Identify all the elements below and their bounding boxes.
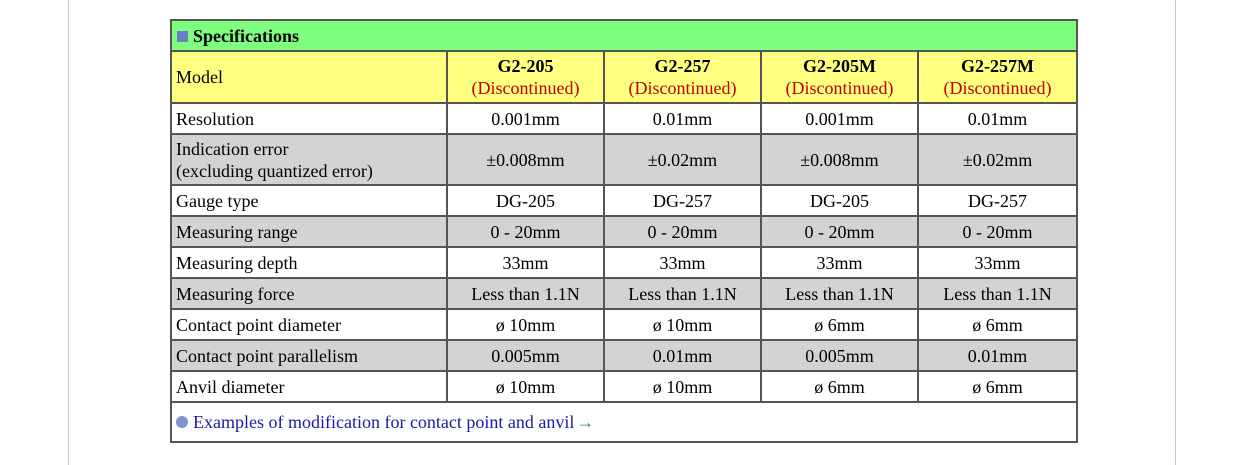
model-cell [761, 51, 918, 103]
model-status: (Discontinued) [628, 78, 737, 98]
spec-row-contact-point-parallelism [171, 340, 1077, 371]
footer-cell [171, 402, 1077, 442]
spec-value: 0.01mm [604, 103, 761, 134]
footer-row [171, 402, 1077, 442]
spec-value: DG-257 [918, 185, 1077, 216]
spec-row-contact-point-diameter [171, 309, 1077, 340]
spec-value: 0 - 20mm [761, 216, 918, 247]
spec-value: Less than 1.1N [761, 278, 918, 309]
spec-label: Contact point diameter [171, 309, 447, 340]
spec-row-resolution [171, 103, 1077, 134]
circle-bullet-icon [176, 416, 188, 428]
spec-value: DG-205 [447, 185, 604, 216]
model-cell [604, 51, 761, 103]
spec-label-line: Indication error [176, 138, 289, 159]
spec-value: 0 - 20mm [604, 216, 761, 247]
specifications-table [170, 19, 1078, 443]
spec-label: Measuring force [171, 278, 447, 309]
spec-label: Gauge type [171, 185, 447, 216]
model-cell [918, 51, 1077, 103]
spec-value: 0.005mm [447, 340, 604, 371]
spec-value: ø 10mm [447, 371, 604, 402]
spec-row-indication-error [171, 134, 1077, 185]
model-name: G2-257 [654, 56, 711, 76]
spec-value: ø 6mm [918, 309, 1077, 340]
spec-label: Measuring depth [171, 247, 447, 278]
spec-value: 33mm [761, 247, 918, 278]
spec-row-measuring-range [171, 216, 1077, 247]
spec-value: ±0.008mm [761, 134, 918, 185]
spec-value: DG-205 [761, 185, 918, 216]
spec-value: ø 10mm [604, 371, 761, 402]
spec-value: Less than 1.1N [604, 278, 761, 309]
spec-value: 33mm [918, 247, 1077, 278]
model-name: G2-205 [497, 56, 554, 76]
model-cell [447, 51, 604, 103]
spec-value: DG-257 [604, 185, 761, 216]
model-name: G2-205M [803, 56, 876, 76]
spec-value: ±0.02mm [604, 134, 761, 185]
section-title-row [171, 20, 1077, 51]
square-bullet-icon [177, 31, 188, 42]
spec-value: 0 - 20mm [447, 216, 604, 247]
model-name: G2-257M [961, 56, 1034, 76]
spec-value: Less than 1.1N [447, 278, 604, 309]
spec-label-line: (excluding quantized error) [176, 160, 373, 181]
spec-label: Anvil diameter [171, 371, 447, 402]
spec-value: ø 10mm [604, 309, 761, 340]
spec-value: 0.01mm [604, 340, 761, 371]
spec-value: ø 10mm [447, 309, 604, 340]
section-title: Specifications [193, 25, 299, 46]
spec-value: Less than 1.1N [918, 278, 1077, 309]
spec-value: 0.005mm [761, 340, 918, 371]
spec-value: ø 6mm [918, 371, 1077, 402]
model-row [171, 51, 1077, 103]
section-title-cell [171, 20, 1077, 51]
spec-value: 0.01mm [918, 340, 1077, 371]
spec-value: ±0.008mm [447, 134, 604, 185]
spec-label: Contact point parallelism [171, 340, 447, 371]
spec-value: 33mm [604, 247, 761, 278]
spec-row-measuring-force [171, 278, 1077, 309]
spec-value: 0 - 20mm [918, 216, 1077, 247]
spec-value: ø 6mm [761, 309, 918, 340]
arrow-right-icon[interactable]: → [576, 412, 595, 432]
spec-value: ±0.02mm [918, 134, 1077, 185]
model-status: (Discontinued) [943, 78, 1052, 98]
model-status: (Discontinued) [471, 78, 580, 98]
spec-label [171, 134, 447, 185]
spec-value: 0.001mm [761, 103, 918, 134]
spec-label: Resolution [171, 103, 447, 134]
spec-row-gauge-type [171, 185, 1077, 216]
spec-value: 0.001mm [447, 103, 604, 134]
spec-value: ø 6mm [761, 371, 918, 402]
spec-label: Measuring range [171, 216, 447, 247]
spec-value: 33mm [447, 247, 604, 278]
spec-row-measuring-depth [171, 247, 1077, 278]
spec-row-anvil-diameter [171, 371, 1077, 402]
modification-examples-link[interactable]: Examples of modification for contact point and anvil [193, 412, 575, 432]
spec-value: 0.01mm [918, 103, 1077, 134]
model-status: (Discontinued) [785, 78, 894, 98]
model-label: Model [171, 51, 447, 103]
